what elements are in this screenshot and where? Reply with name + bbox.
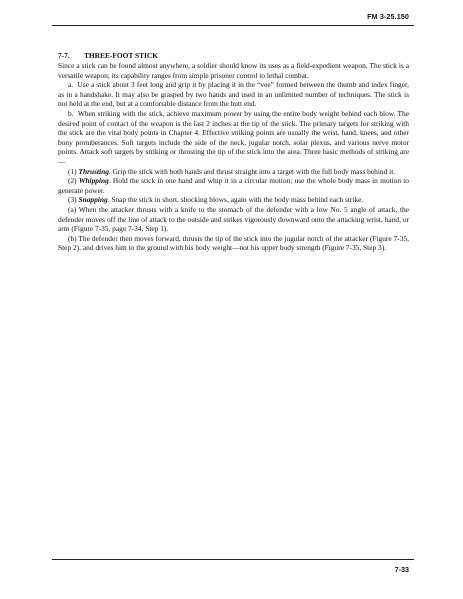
term-whipping: Whipping [78,176,109,186]
item-label: (2) [68,176,77,186]
paragraph-b2 [58,176,409,195]
item-label: (1) [68,166,77,176]
paragraph-b1 [58,167,409,177]
section-heading [58,51,409,61]
main-content [58,51,409,253]
section-number: 7-7. [58,51,70,60]
term-snapping: Snapping [78,195,108,205]
paragraph-a: a. Use a stick about 3 feet long and grip it by placing it in the “vee” formed between the thumb and index finger, as in a handshake. It may also be grasped by two hands and used in an unlimited number of techniques. The stick is not held at the end, but at a comfortable distance from the butt end. [58,80,409,109]
paragraph-b3 [58,195,409,205]
section-title: THREE-FOOT STICK [84,51,158,60]
running-header-doc-id: FM 3-25.150 [367,12,409,21]
page-number: 7-33 [394,565,409,574]
item-text: . Grip the stick with both hands and thrust straight into a target with the full body mass behind it. [108,166,396,176]
paragraph-b: b. When striking with the stick, achieve maximum power by using the entire body weight behind each blow. The desired point of contact of the weapon is the last 2 inches at the tip of the stick. The primary targets for striking with the stick are the vital body points in Chapter 4. Effective striking points are usually the wrist, hand, knees, and other bony protuberances. Soft targets include the side of the neck, jugular notch, solar plexus, and various nerve motor points. Attack soft targets by striking or thrusting the tip of the stick into the area. Three basic methods of striking are— [58,109,409,167]
term-thrusting: Thrusting [78,166,109,176]
footer-rule [52,559,414,560]
header-rule [52,25,414,26]
paragraph-sub-a: (a) When the attacker thrusts with a knife to the stomach of the defender with a low No. 5 angle of attack, the defender moves off the line of attack to the outside and strikes vigorously downward onto the attacking wrist, hand, or arm (Figure 7-35, page 7-34, Step 1). [58,205,409,234]
intro-paragraph: Since a stick can be found almost anywhere, a soldier should know its uses as a field-expedient weapon. The stick is a versatile weapon; its capability ranges from simple prisoner control to lethal combat. [58,61,409,80]
item-text: . Hold the stick in one hand and whip it in a circular motion; use the whole body mass in motion to generate power. [58,176,409,195]
item-label: (3) [68,195,77,205]
paragraph-sub-b: (b) The defender then moves forward, thrusts the tip of the stick into the jugular notch of the attacker (Figure 7-35, Step 2), and drives him to the ground with his body weight—not his upper body strength (Figure 7-35, Step 3). [58,233,409,253]
item-text: . Snap the stick in short, shocking blows, again with the body mass behind each strike. [107,195,364,205]
